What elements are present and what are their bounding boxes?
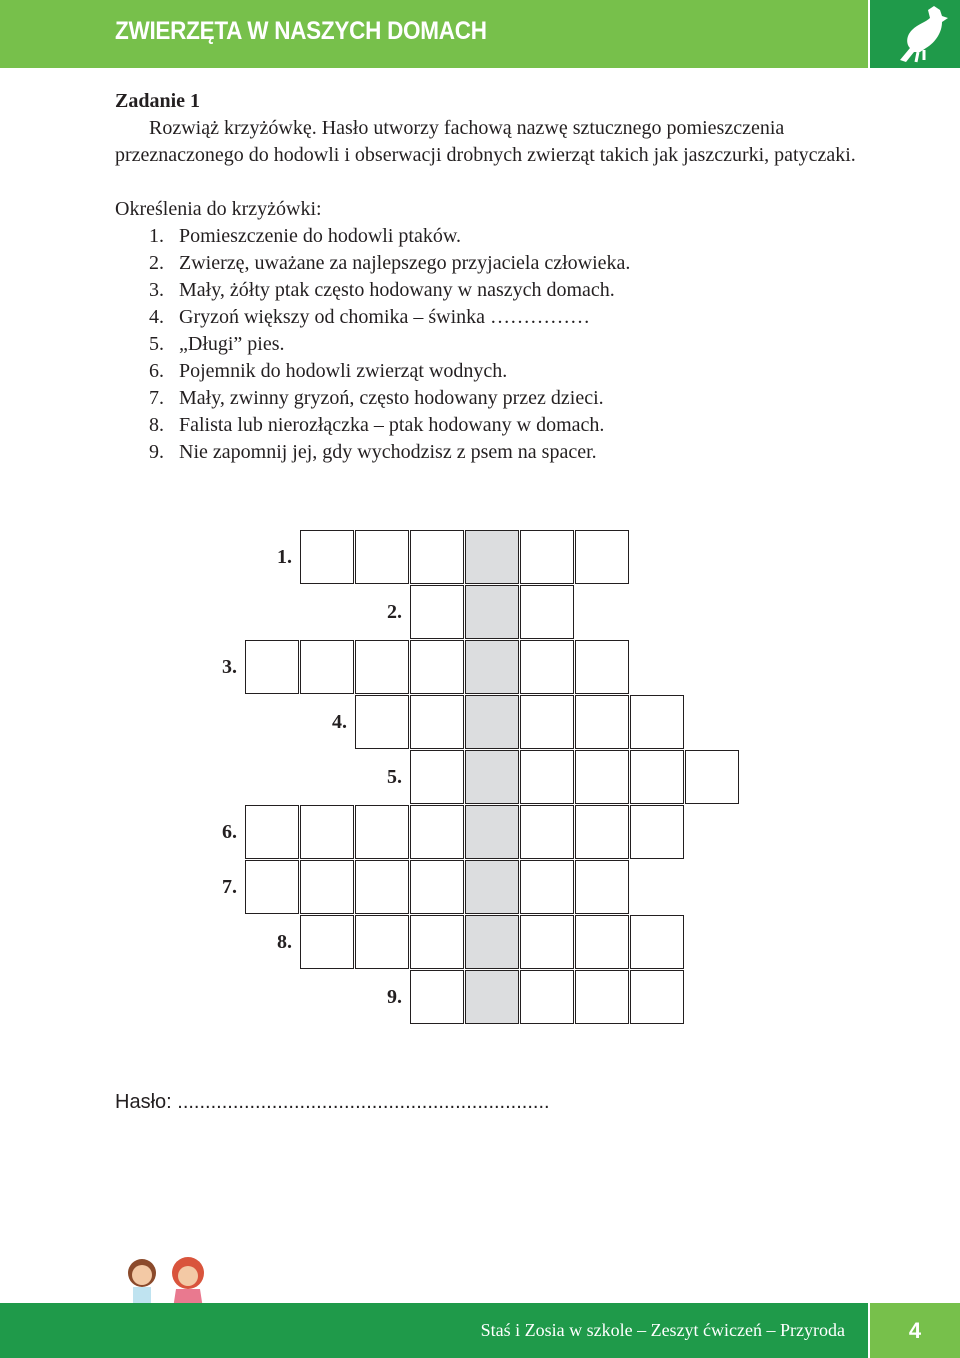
crossword-cell[interactable]: [520, 915, 574, 969]
row-number: 5.: [387, 766, 402, 788]
crossword-cell[interactable]: [630, 915, 684, 969]
clue-number: 1.: [149, 225, 164, 247]
crossword-cell[interactable]: [355, 695, 409, 749]
page-number-box: [870, 1303, 960, 1358]
crossword-cell[interactable]: [410, 915, 464, 969]
password-cell[interactable]: [465, 640, 519, 694]
task-title: Zadanie 1: [115, 90, 201, 112]
crossword-cell[interactable]: [630, 805, 684, 859]
crossword-cell[interactable]: [245, 805, 299, 859]
crossword-cell[interactable]: [630, 970, 684, 1024]
clue-item: [115, 331, 885, 358]
crossword-cell[interactable]: [630, 695, 684, 749]
clue-number: 6.: [149, 360, 164, 382]
crossword-cell[interactable]: [300, 915, 354, 969]
clue-number: 2.: [149, 252, 164, 274]
row-number: 2.: [387, 601, 402, 623]
clue-text: „Długi” pies.: [179, 333, 285, 355]
crossword-cell[interactable]: [300, 530, 354, 584]
crossword-cell[interactable]: [520, 860, 574, 914]
clue-number: 5.: [149, 333, 164, 355]
row-number: 3.: [222, 656, 237, 678]
crossword-cell[interactable]: [575, 640, 629, 694]
password-cell[interactable]: [465, 805, 519, 859]
crossword-cell[interactable]: [300, 640, 354, 694]
crossword-cell[interactable]: [520, 640, 574, 694]
crossword-cell[interactable]: [520, 970, 574, 1024]
header-bar: [0, 0, 868, 68]
clue-text: Nie zapomnij jej, gdy wychodzisz z psem na spacer.: [179, 441, 597, 463]
crossword-cell[interactable]: [410, 530, 464, 584]
definitions-title: Określenia do krzyżówki:: [115, 198, 322, 220]
clue-number: 3.: [149, 279, 164, 301]
crossword-cell[interactable]: [300, 860, 354, 914]
clue-text: Pojemnik do hodowli zwierząt wodnych.: [179, 360, 508, 382]
crossword-cell[interactable]: [575, 970, 629, 1024]
password-cell[interactable]: [465, 585, 519, 639]
row-number: 7.: [222, 876, 237, 898]
footer-bar: [0, 1303, 868, 1358]
crossword-cell[interactable]: [520, 585, 574, 639]
row-number: 9.: [387, 986, 402, 1008]
clue-item: [115, 412, 885, 439]
clue-item: [115, 223, 885, 250]
crossword-cell[interactable]: [355, 640, 409, 694]
task-section: [115, 88, 885, 466]
clue-text: Mały, żółty ptak często hodowany w naszych domach.: [179, 279, 615, 301]
password-cell[interactable]: [465, 970, 519, 1024]
crossword-cell[interactable]: [575, 530, 629, 584]
footer-text: Staś i Zosia w szkole – Zeszyt ćwiczeń – Przyroda: [480, 1320, 845, 1340]
answer-label: Hasło:: [115, 1091, 172, 1113]
row-number: 6.: [222, 821, 237, 843]
crossword-cell[interactable]: [410, 970, 464, 1024]
crossword-cell[interactable]: [410, 805, 464, 859]
clue-text: Gryzoń większy od chomika – świnka ……………: [179, 306, 591, 328]
clue-text: Falista lub nierozłączka – ptak hodowany w domach.: [179, 414, 605, 436]
crossword-cell[interactable]: [520, 805, 574, 859]
bird-icon: [870, 0, 960, 68]
logo-box: [870, 0, 960, 68]
crossword-cell[interactable]: [355, 805, 409, 859]
password-cell[interactable]: [465, 530, 519, 584]
crossword-cell[interactable]: [410, 860, 464, 914]
clue-text: Pomieszczenie do hodowli ptaków.: [179, 225, 461, 247]
clue-item: [115, 385, 885, 412]
crossword-cell[interactable]: [575, 805, 629, 859]
row-number: 8.: [277, 931, 292, 953]
row-number: 4.: [332, 711, 347, 733]
crossword-cell[interactable]: [245, 640, 299, 694]
row-number: 1.: [277, 546, 292, 568]
clue-number: 4.: [149, 306, 164, 328]
clue-item: [115, 304, 885, 331]
crossword-cell[interactable]: [575, 860, 629, 914]
crossword-cell[interactable]: [355, 860, 409, 914]
crossword-cell[interactable]: [520, 530, 574, 584]
crossword-cell[interactable]: [575, 750, 629, 804]
crossword-cell[interactable]: [355, 530, 409, 584]
clue-text: Mały, zwinny gryzoń, często hodowany przez dzieci.: [179, 387, 604, 409]
clue-item: [115, 439, 885, 466]
crossword-cell[interactable]: [575, 915, 629, 969]
crossword-cell[interactable]: [575, 695, 629, 749]
crossword-cell[interactable]: [685, 750, 739, 804]
clue-number: 8.: [149, 414, 164, 436]
crossword-cell[interactable]: [520, 695, 574, 749]
task-instructions: Rozwiąż krzyżówkę. Hasło utworzy fachową nazwę sztucznego pomieszczenia przeznaczonego do hodowli i obserwacji drobnych zwierząt takich jak jaszczurki, patyczaki.: [115, 117, 856, 166]
clue-number: 7.: [149, 387, 164, 409]
crossword-cell[interactable]: [245, 860, 299, 914]
clue-item: [115, 277, 885, 304]
password-cell[interactable]: [465, 915, 519, 969]
page-title: ZWIERZĘTA W NASZYCH DOMACH: [115, 17, 487, 45]
crossword-cell[interactable]: [410, 640, 464, 694]
crossword-cell[interactable]: [630, 750, 684, 804]
clue-item: [115, 358, 885, 385]
password-cell[interactable]: [465, 695, 519, 749]
crossword-cell[interactable]: [410, 750, 464, 804]
crossword-cell[interactable]: [520, 750, 574, 804]
clue-text: Zwierzę, uważane za najlepszego przyjaciela człowieka.: [179, 252, 631, 274]
answer-line[interactable]: [115, 1091, 550, 1114]
crossword-cell[interactable]: [300, 805, 354, 859]
crossword-cell[interactable]: [410, 585, 464, 639]
answer-blank[interactable]: ...................................................................: [177, 1091, 550, 1113]
clue-item: [115, 250, 885, 277]
password-cell[interactable]: [465, 860, 519, 914]
crossword-cell[interactable]: [355, 915, 409, 969]
clue-list: [115, 223, 885, 466]
page-number: 4: [908, 1318, 922, 1343]
clue-number: 9.: [149, 441, 164, 463]
crossword-cell[interactable]: [410, 695, 464, 749]
password-cell[interactable]: [465, 750, 519, 804]
